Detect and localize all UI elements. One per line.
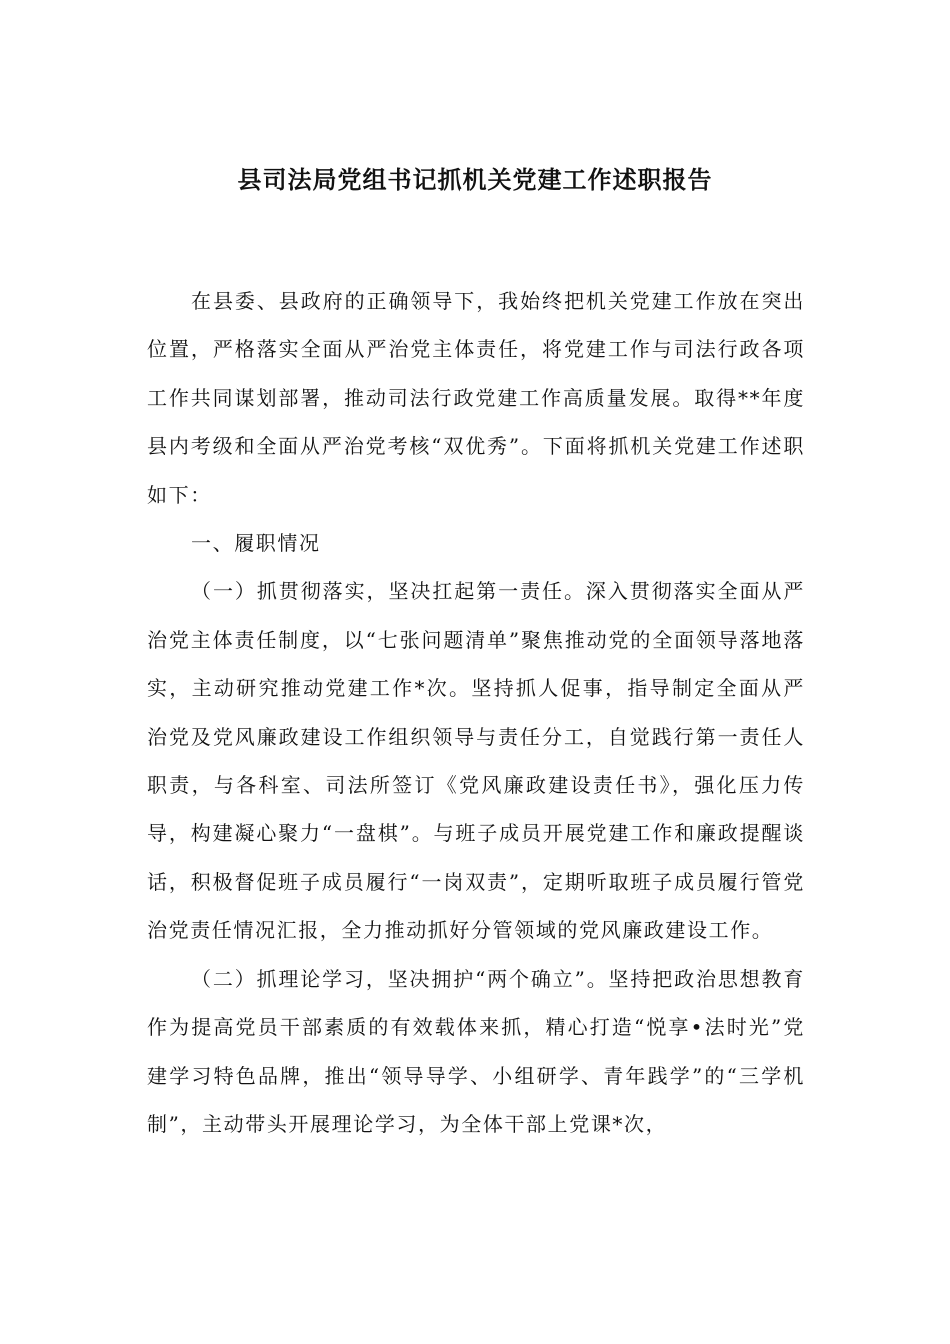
paragraph-intro: 在县委、县政府的正确领导下，我始终把机关党建工作放在突出位置，严格落实全面从严治党主体责任，将党建工作与司法行政各项工作共同谋划部署，推动司法行政党建工作高质量发展。取得**年度县内考级和全面从严治党考核“双优秀”。下面将抓机关党建工作述职如下： — [147, 289, 805, 507]
paragraph-item-one: （一）抓贯彻落实，坚决扛起第一责任。深入贯彻落实全面从严治党主体责任制度，以“七张问题清单”聚焦推动党的全面领导落地落实，主动研究推动党建工作*次。坚持抓人促事，指导制定全面从严治党及党风廉政建设工作组织领导与责任分工，自觉践行第一责任人职责，与各科室、司法所签订《党风廉政建设责任书》，强化压力传导，构建凝心聚力“一盘棋”。与班子成员开展党建工作和廉政提醒谈话，积极督促班子成员履行“一岗双责”，定期听取班子成员履行管党治党责任情况汇报，全力推动抓好分管领域的党风廉政建设工作。 — [147, 579, 805, 943]
section-heading-duty: 一、履职情况 — [191, 531, 321, 556]
document-title: 县司法局党组书记抓机关党建工作述职报告 — [237, 165, 713, 194]
paragraph-item-two: （二）抓理论学习，坚决拥护“两个确立”。坚持把政治思想教育作为提高党员干部素质的有效载体来抓，精心打造“悦享•法时光”党建学习特色品牌，推出“领导导学、小组研学、青年践学”的“三学机制”，主动带头开展理论学习，为全体干部上党课*次， — [147, 966, 805, 1136]
document-body — [147, 277, 805, 1148]
